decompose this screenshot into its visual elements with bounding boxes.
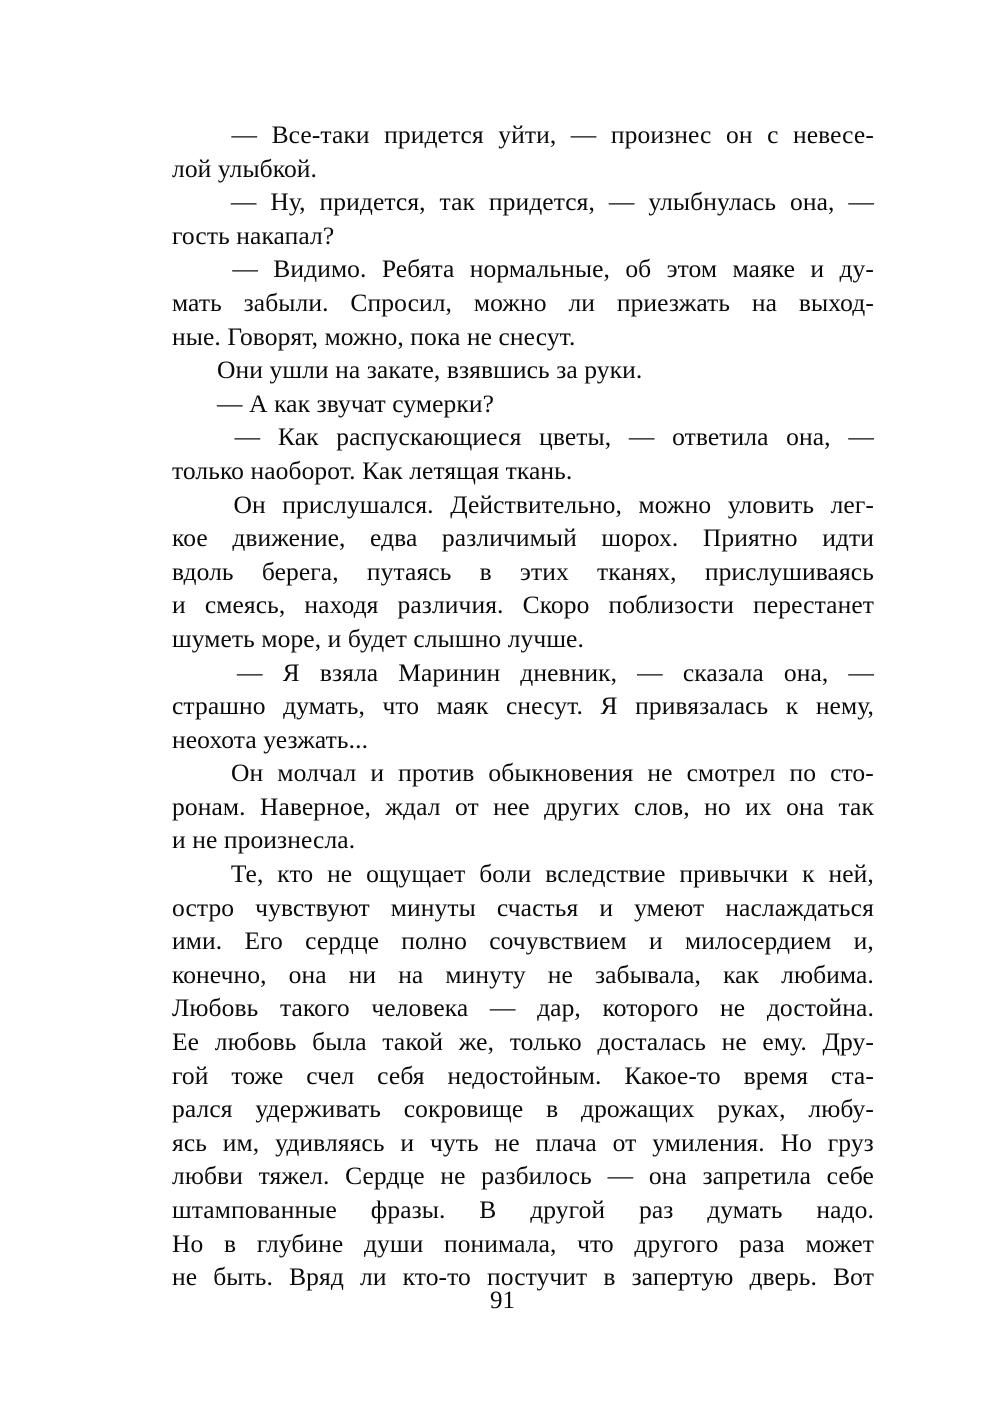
word: ду-: [839, 254, 874, 284]
line-text: шуметь море, и будет слышно лучше.: [172, 623, 584, 653]
word: сто-: [830, 758, 874, 788]
word: не: [440, 1161, 466, 1191]
word: рался: [172, 1094, 233, 1124]
word: кто: [277, 859, 314, 889]
word: чуть: [429, 1127, 479, 1157]
word: —: [607, 1161, 634, 1191]
word: движение,: [232, 523, 346, 553]
word: время: [743, 1060, 809, 1090]
word: и: [599, 892, 614, 922]
text-line: [172, 1227, 874, 1261]
paragraph: [172, 420, 874, 487]
text-line: [172, 1126, 874, 1160]
paragraph-indent: [172, 656, 217, 690]
word: различия.: [397, 590, 504, 620]
word: можно: [473, 287, 547, 317]
word: человека: [371, 993, 469, 1023]
word: ней,: [828, 859, 874, 889]
word: любовь: [214, 1027, 297, 1057]
paragraph: [172, 387, 874, 421]
word: —: [231, 120, 258, 149]
line-text: Они ушли на закате, взявшись за руки.: [217, 355, 643, 385]
word: не: [494, 1127, 520, 1157]
text-line: [172, 1059, 874, 1093]
word: себя: [377, 1060, 425, 1090]
word: приезжать: [616, 287, 731, 317]
word: ста-: [830, 1060, 874, 1090]
word: забывала,: [594, 959, 702, 989]
word: минуту: [445, 959, 526, 989]
word: выход-: [798, 287, 874, 317]
word: Скоро: [522, 590, 590, 620]
word: надо.: [816, 1195, 874, 1224]
word: молчал: [277, 758, 357, 788]
word: —: [237, 657, 263, 687]
word: думать,: [283, 691, 365, 721]
word: не: [720, 993, 746, 1023]
word: перестанет: [753, 590, 874, 620]
word: едва: [370, 523, 418, 553]
word: Те,: [230, 859, 264, 889]
word: и,: [853, 926, 874, 956]
word: вдоль: [172, 556, 234, 586]
word: дрожащих: [581, 1094, 695, 1124]
word: В: [479, 1195, 497, 1224]
word: различимый: [441, 523, 577, 553]
word: этом: [666, 254, 718, 284]
text-line: [172, 756, 874, 790]
text-line: [172, 454, 874, 488]
word: умиления.: [652, 1127, 765, 1157]
word: она,: [786, 422, 831, 452]
word: Любовь: [172, 993, 259, 1023]
word: от: [612, 1127, 637, 1157]
text-line: [172, 622, 874, 656]
text-line: [172, 320, 874, 354]
word: тоже: [231, 1060, 284, 1090]
word: другой: [530, 1195, 606, 1224]
word: смеясь,: [204, 590, 286, 620]
text-line: [172, 1193, 874, 1227]
word: Приятно: [702, 523, 798, 553]
paragraph-indent: [172, 185, 217, 219]
text-line: [172, 185, 874, 219]
word: боли: [479, 859, 532, 889]
word: —: [489, 993, 516, 1023]
word: цветы,: [539, 422, 612, 452]
text-line: [172, 488, 874, 522]
word: привычки: [679, 859, 789, 889]
text-line: [172, 1025, 874, 1059]
word: что: [382, 691, 420, 721]
word: сердце: [305, 926, 380, 956]
word: —: [628, 422, 655, 452]
word: фразы.: [370, 1195, 446, 1224]
word: как: [723, 959, 760, 989]
word: плача: [535, 1127, 597, 1157]
word: —: [637, 657, 663, 687]
word: Но: [172, 1228, 204, 1258]
paragraph: [172, 656, 874, 757]
paragraph: [172, 353, 874, 387]
word: —: [848, 187, 874, 217]
paragraph: [172, 488, 874, 656]
text-line: [172, 521, 874, 555]
word: ему.: [762, 1027, 807, 1057]
word: к: [785, 691, 799, 721]
word: снесут.: [506, 691, 583, 721]
word: минуты: [390, 892, 476, 922]
word: такой: [382, 1027, 444, 1057]
word: ли: [360, 1262, 387, 1292]
word: ими.: [172, 926, 223, 956]
text-line: [172, 891, 874, 925]
word: привязалась: [635, 691, 769, 721]
word: которого: [602, 993, 699, 1023]
line-text: лой улыбкой.: [172, 153, 318, 183]
word: —: [232, 254, 258, 284]
paragraph-indent: [172, 252, 217, 286]
word: она: [288, 959, 327, 989]
word: штампованные: [172, 1195, 337, 1224]
text-line: [172, 286, 874, 320]
word: —: [848, 657, 874, 687]
word: им,: [222, 1127, 260, 1157]
text-line: [172, 353, 874, 387]
word: Я: [282, 657, 300, 687]
word: но: [704, 791, 731, 821]
text-line: [172, 924, 874, 958]
word: гой: [172, 1060, 209, 1090]
word: нормальные,: [469, 254, 610, 284]
text-line: [172, 555, 874, 589]
word: дар,: [537, 993, 581, 1023]
word: слов,: [634, 791, 690, 821]
text-line: [172, 252, 874, 286]
word: она,: [783, 657, 829, 687]
line-text: — А как звучат сумерки?: [217, 388, 494, 418]
word: сказала: [682, 657, 764, 687]
paragraph: [172, 118, 874, 185]
word: любима.: [781, 959, 874, 989]
word: маяк: [436, 691, 489, 721]
word: удерживать: [255, 1094, 381, 1124]
word: такого: [279, 993, 350, 1023]
paragraph-indent: [172, 118, 217, 152]
word: Действительно,: [450, 489, 622, 519]
page-number: 91: [490, 1287, 515, 1314]
word: в: [479, 556, 492, 586]
word: против: [398, 758, 475, 788]
word: она: [786, 791, 825, 821]
text-line: [172, 387, 874, 421]
word: Все-таки: [271, 120, 370, 149]
word: кое: [172, 523, 208, 553]
word: придется,: [488, 187, 595, 217]
word: Ну,: [270, 187, 306, 217]
word: и: [810, 254, 825, 284]
word: чувствуют: [255, 892, 370, 922]
paragraph: [172, 252, 874, 353]
word: лег-: [830, 489, 874, 519]
word: груз: [827, 1127, 874, 1157]
word: дневник,: [520, 657, 618, 687]
word: Дру-: [822, 1027, 874, 1057]
text-line: [172, 1159, 874, 1193]
word: понимала,: [443, 1228, 557, 1258]
word: она: [648, 1161, 687, 1191]
word: любви: [172, 1161, 243, 1191]
word: любу-: [808, 1094, 874, 1124]
word: может: [805, 1228, 874, 1258]
word: Он: [231, 758, 264, 788]
line-text: неохота уезжать...: [172, 724, 369, 754]
word: прислушиваясь: [704, 556, 874, 586]
text-line: [172, 790, 874, 824]
word: —: [230, 187, 257, 217]
word: нему,: [815, 691, 874, 721]
word: Вот: [833, 1262, 874, 1292]
word: мать: [172, 287, 222, 317]
word: придется,: [319, 187, 426, 217]
word: прислушался.: [282, 489, 434, 519]
word: Ее: [172, 1027, 200, 1057]
word: ясь: [172, 1127, 207, 1157]
word: Спросил,: [350, 287, 453, 317]
word: запретила: [702, 1161, 812, 1191]
word: Как: [277, 422, 319, 452]
word: ли: [568, 287, 596, 317]
word: Вряд: [289, 1262, 344, 1292]
word: по: [789, 758, 817, 788]
word: недостойным.: [447, 1060, 602, 1090]
word: и: [172, 590, 186, 620]
text-line: [172, 656, 874, 690]
line-text: и не произнесла.: [172, 825, 356, 855]
word: сокровище: [403, 1094, 524, 1124]
word: глубине: [256, 1228, 344, 1258]
word: наслаждаться: [725, 892, 874, 922]
word: Видимо.: [273, 254, 367, 284]
paragraph-indent: [172, 756, 217, 790]
word: быть.: [213, 1262, 273, 1292]
word: Его: [244, 926, 283, 956]
word: полно: [401, 926, 467, 956]
word: других: [544, 791, 620, 821]
word: же,: [458, 1027, 495, 1057]
word: постучит: [486, 1262, 588, 1292]
text-line: [172, 588, 874, 622]
word: счастья: [496, 892, 579, 922]
word: этих: [519, 556, 569, 586]
text-line: [172, 723, 874, 757]
paragraph: [172, 857, 874, 1294]
word: забыли.: [243, 287, 329, 317]
word: улыбнулась: [648, 187, 777, 217]
word: себе: [826, 1161, 874, 1191]
text-line: [172, 689, 874, 723]
word: берега,: [261, 556, 339, 586]
word: конечно,: [172, 959, 267, 989]
word: тканях,: [596, 556, 677, 586]
word: смотрел: [686, 758, 776, 788]
word: путаясь: [366, 556, 452, 586]
paragraph: [172, 185, 874, 252]
word: ни: [348, 959, 377, 989]
word: с: [767, 120, 779, 149]
word: страшно: [172, 691, 266, 721]
word: ронам.: [172, 791, 246, 821]
word: Сердце: [345, 1161, 425, 1191]
word: достойна.: [766, 993, 874, 1023]
word: поблизости: [608, 590, 735, 620]
word: маяке: [732, 254, 796, 284]
word: не: [547, 959, 573, 989]
word: дверь.: [749, 1262, 818, 1292]
word: обыкновения: [488, 758, 634, 788]
word: уйти,: [498, 120, 557, 149]
line-text: ные. Говорят, можно, пока не снесут.: [172, 321, 576, 351]
word: в: [223, 1228, 237, 1258]
text-line: [172, 420, 874, 454]
word: Какое-то: [624, 1060, 721, 1090]
word: не: [172, 1262, 198, 1292]
line-text: только наоборот. Как летящая ткань.: [172, 455, 573, 485]
text-line: [172, 118, 874, 152]
word: взяла: [319, 657, 379, 687]
word: умеют: [634, 892, 705, 922]
word: шорох.: [601, 523, 679, 553]
word: что: [577, 1228, 614, 1258]
word: была: [312, 1027, 367, 1057]
paragraph-indent: [172, 488, 217, 522]
word: на: [751, 287, 778, 317]
word: не: [647, 758, 673, 788]
word: она,: [789, 187, 835, 217]
word: произнес: [610, 120, 712, 149]
word: Он: [233, 489, 266, 519]
word: об: [625, 254, 652, 284]
word: —: [848, 422, 874, 452]
word: он: [725, 120, 753, 149]
word: не: [721, 1027, 747, 1057]
word: Маринин: [398, 657, 501, 687]
word: думать: [707, 1195, 783, 1224]
text-line: [172, 823, 874, 857]
word: от: [454, 791, 479, 821]
word: счел: [306, 1060, 355, 1090]
word: Ребята: [381, 254, 455, 284]
word: руках,: [717, 1094, 786, 1124]
paragraph: [172, 756, 874, 857]
word: остро: [172, 892, 235, 922]
text-line: [172, 958, 874, 992]
word: раза: [738, 1228, 785, 1258]
word: не: [327, 859, 353, 889]
word: удивляясь: [275, 1127, 385, 1157]
word: на: [398, 959, 424, 989]
word: можно: [638, 489, 712, 519]
word: так: [838, 791, 874, 821]
page-text-body: [172, 118, 874, 1294]
word: тяжел.: [258, 1161, 330, 1191]
text-line: [172, 1092, 874, 1126]
word: разбилось: [481, 1161, 592, 1191]
word: невесе-: [792, 120, 874, 149]
word: сочувствием: [489, 926, 627, 956]
word: —: [570, 120, 597, 149]
word: раз: [638, 1195, 674, 1224]
word: идти: [822, 523, 874, 553]
word: к: [802, 859, 815, 889]
paragraph-indent: [172, 857, 217, 891]
word: ждал: [385, 791, 441, 821]
word: придется: [384, 120, 484, 149]
line-text: гость накапал?: [172, 220, 335, 250]
word: другого: [634, 1228, 719, 1258]
text-line: [172, 152, 874, 186]
word: запертую: [631, 1262, 734, 1292]
word: находя: [304, 590, 379, 620]
word: нее: [493, 791, 530, 821]
text-line: [172, 857, 874, 891]
word: —: [608, 187, 635, 217]
word: —: [234, 422, 261, 452]
word: ответила: [672, 422, 769, 452]
paragraph-indent: [172, 420, 217, 454]
word: милосердием: [685, 926, 832, 956]
word: и: [370, 758, 385, 788]
word: так: [439, 187, 475, 217]
word: кто-то: [402, 1262, 471, 1292]
word: уловить: [727, 489, 815, 519]
word: только: [509, 1027, 582, 1057]
word: в: [546, 1094, 559, 1124]
word: Я: [600, 691, 618, 721]
word: в: [603, 1262, 616, 1292]
word: распускающиеся: [336, 422, 522, 452]
word: и: [400, 1127, 415, 1157]
word: досталась: [597, 1027, 706, 1057]
word: ощущает: [366, 859, 466, 889]
word: Но: [780, 1127, 812, 1157]
word: их: [745, 791, 772, 821]
word: и: [649, 926, 663, 956]
word: вследствие: [545, 859, 666, 889]
text-line: [172, 991, 874, 1025]
text-line: [172, 219, 874, 253]
word: души: [363, 1228, 424, 1258]
word: Наверное,: [259, 791, 371, 821]
